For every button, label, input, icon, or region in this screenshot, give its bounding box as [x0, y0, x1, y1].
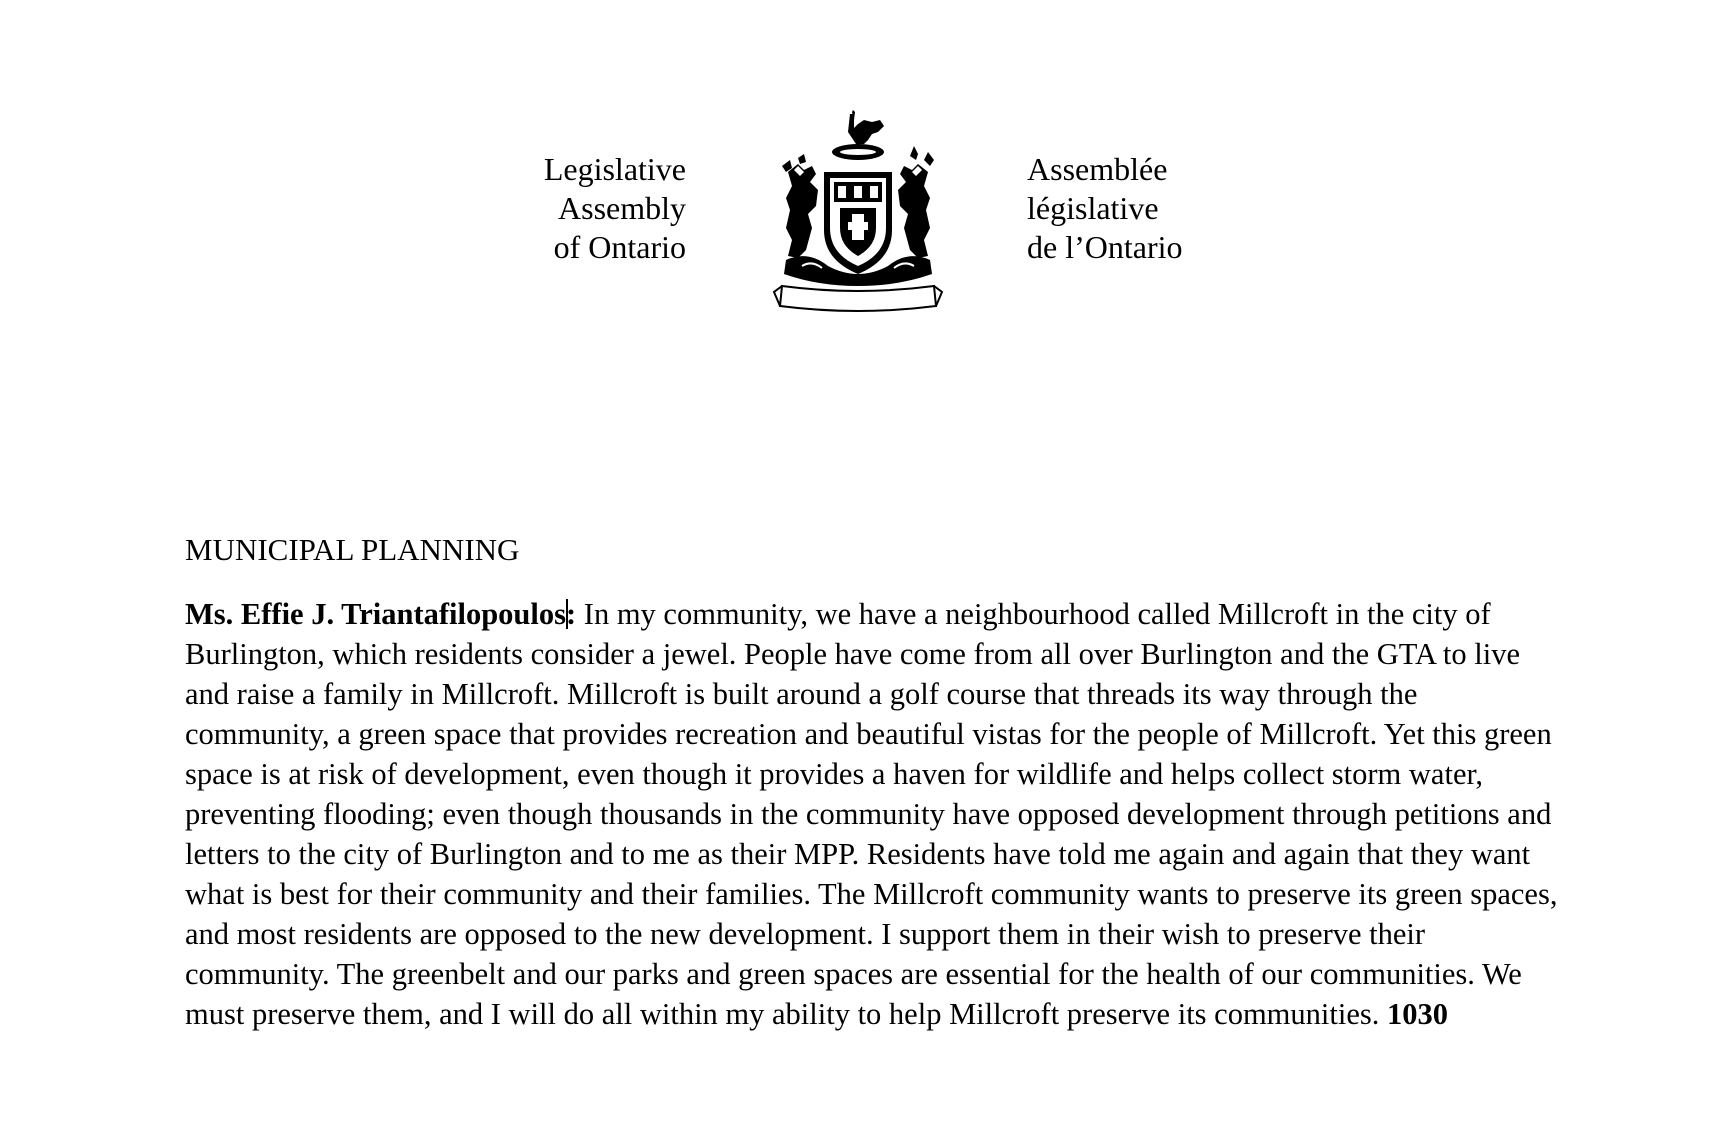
statement-text: In my community, we have a neighbourhood called Millcroft in the city of Burlington, which residents consider a jewel. People have come from all over Burlington and the GTA to live and raise a family in Millcroft. Millcroft is built around a golf course that threads its way through the community, a green space that provides recreation and beautiful vistas for the people of Millcroft. Yet this green space is at risk of development, even though it provides a haven for wildlife and helps collect storm water, preventing flooding; even though thousands in the community have opposed development through petitions and letters to the city of Burlington and to me as their MPP. Residents have told me again and again that they want what is best for their community and their families. The Millcroft community wants to preserve its green spaces, and most residents are opposed to the new development. I support them in their wish to preserve their community. The greenbelt and our parks and green spaces are essential for the health of our communities. We must preserve them, and I will do all within my ability to help Millcroft preserve its communities.	[185, 597, 1558, 1031]
letterhead-english-line: of Ontario	[553, 229, 686, 265]
letterhead-french-line: Assemblée	[1027, 151, 1168, 187]
letterhead-english-line: Assembly	[558, 190, 686, 226]
letterhead-french-line: de l’Ontario	[1027, 229, 1183, 265]
coat-of-arms-icon	[768, 110, 948, 315]
timecode: 1030	[1386, 997, 1448, 1031]
speaker-colon: :	[565, 597, 577, 631]
statement-paragraph[interactable]	[185, 594, 1565, 1034]
letterhead-english	[544, 150, 686, 267]
letterhead-french	[1027, 150, 1183, 267]
section-heading: MUNICIPAL PLANNING	[185, 532, 520, 567]
letterhead-french-line: législative	[1027, 190, 1159, 226]
document-body	[185, 532, 1565, 1034]
letterhead-english-line: Legislative	[543, 151, 686, 187]
speaker-name: Ms. Effie J. Triantafilopoulos	[185, 597, 566, 631]
letterhead	[0, 110, 1732, 320]
